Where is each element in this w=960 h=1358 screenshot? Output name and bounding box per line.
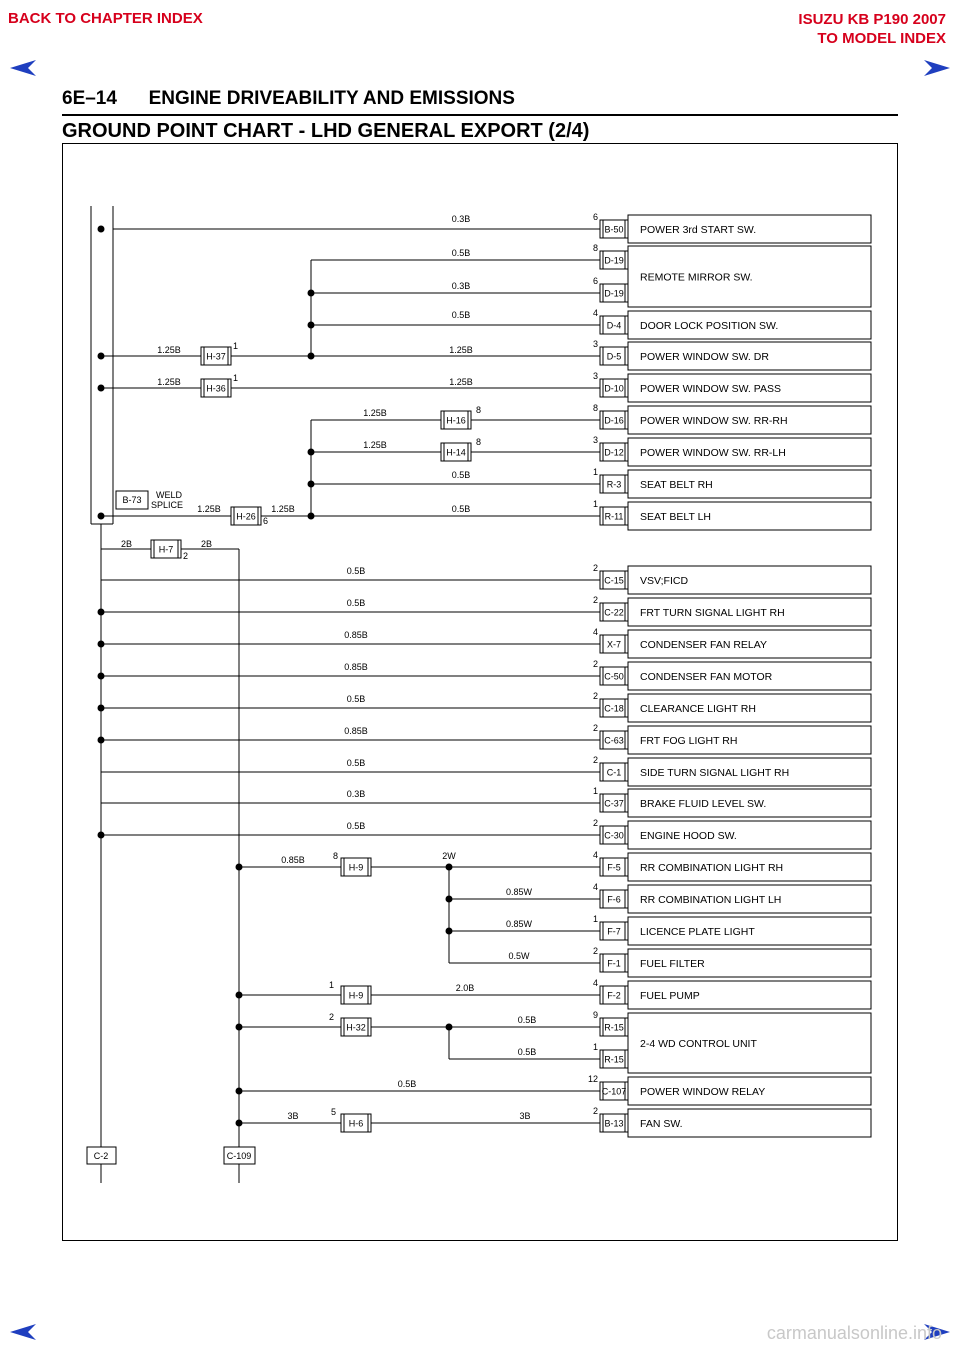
pin-number: 2 [592,1106,598,1116]
connector-label: R-3 [606,479,622,490]
pin-number: 8 [333,851,339,861]
connector-label: H-14 [446,447,466,458]
connector-label: H-6 [348,1118,364,1129]
wiring-diagram [63,144,899,1242]
connector-label: C-107 [601,1086,627,1097]
watermark: carmanualsonline.info [766,1323,942,1343]
wire-label: 0.5B [451,310,471,320]
pin-number: 4 [592,978,598,988]
prev-page-arrow-bottom-icon[interactable] [8,1322,38,1342]
connector-label: C-30 [604,830,624,841]
model-name: ISUZU KB P190 2007 [798,11,946,28]
wire-label: 0.5B [451,504,471,514]
connector-label: F-2 [607,990,621,1001]
wiring-diagram-frame [62,143,898,1241]
component-label: POWER WINDOW RELAY [640,1086,766,1098]
splice-dot [98,737,105,744]
back-to-chapter-link[interactable]: BACK TO CHAPTER INDEX [8,10,203,27]
component-label: FRT TURN SIGNAL LIGHT RH [640,607,785,619]
component-label: CONDENSER FAN RELAY [640,639,767,651]
wire-label: 2B [121,539,133,549]
wire-label: 1.25B [449,377,473,387]
pin-number: 9 [592,1010,598,1020]
splice-dot [446,864,453,871]
pin-number: 2 [592,755,598,765]
pin-number: 1 [592,499,598,509]
pin-number: 2 [592,818,598,828]
page-title: 6E–14 ENGINE DRIVEABILITY AND EMISSIONS [62,88,515,109]
pin-number: 1 [233,341,239,351]
splice-dot [308,290,315,297]
pin-number: 8 [476,437,482,447]
wire-label: 1.25B [157,377,181,387]
wire-label: 0.85B [344,726,368,736]
connector-label: C-109 [226,1151,252,1161]
connector-label: H-36 [206,383,226,394]
splice-dot [98,226,105,233]
pin-number: 2 [592,595,598,605]
splice-dot [308,322,315,329]
pin-number: 2 [183,551,189,561]
splice-dot [236,1120,243,1127]
connector-label: X-7 [606,639,622,650]
component-label: RR COMBINATION LIGHT LH [640,894,782,906]
wire-label: 2W [442,851,456,861]
pin-number: 8 [476,405,482,415]
connector-label: D-4 [606,320,622,331]
wire-label: 3B [519,1111,531,1121]
wire-label: 0.5B [346,821,366,831]
splice-dot [98,641,105,648]
wire-label: 0.5B [517,1015,537,1025]
connector-label: B-13 [604,1118,624,1129]
splice-dot [98,609,105,616]
pin-number: 6 [263,516,269,526]
connector-label: R-15 [604,1022,624,1033]
pin-number: 6 [592,212,598,222]
pin-number: 12 [587,1074,598,1084]
wire-label: 0.5B [517,1047,537,1057]
splice-dot [236,1088,243,1095]
pin-number: 4 [592,308,598,318]
splice-dot [308,513,315,520]
wire-label: 0.5B [346,758,366,768]
connector-label: C-22 [604,607,624,618]
model-index-link[interactable] [798,10,946,48]
connector-label: C-18 [604,703,624,714]
component-label: SEAT BELT LH [640,511,712,523]
component-label: BRAKE FLUID LEVEL SW. [640,798,767,810]
splice-dot [308,449,315,456]
connector-label: H-7 [158,544,174,555]
wire-label: 1.25B [363,408,387,418]
splice-label: WELD [155,490,183,500]
wire-label: 1.25B [363,440,387,450]
pin-number: 8 [592,403,598,413]
connector-label: C-1 [606,767,622,778]
connector-label: H-37 [206,351,226,362]
wire-label: 1.25B [271,504,295,514]
connector-label: F-1 [607,958,621,969]
connector-label: R-15 [604,1054,624,1065]
pin-number: 1 [592,1042,598,1052]
pin-number: 1 [592,786,598,796]
wire-label: 0.5B [346,566,366,576]
component-label: REMOTE MIRROR SW. [640,271,753,284]
splice-dot [98,705,105,712]
splice-dot [98,832,105,839]
model-index-label: TO MODEL INDEX [817,30,946,47]
pin-number: 4 [592,850,598,860]
pin-number: 3 [592,435,598,445]
pin-number: 1 [592,914,598,924]
connector-label: C-37 [604,798,624,809]
prev-page-arrow-icon[interactable] [8,58,38,78]
connector-label: B-73 [122,495,142,505]
wire-label: 0.5B [451,248,471,258]
pin-number: 2 [592,563,598,573]
component-label: FUEL FILTER [640,958,705,970]
wire-label: 2B [201,539,213,549]
connector-label: H-16 [446,415,466,426]
splice-dot [98,385,105,392]
component-label: RR COMBINATION LIGHT RH [640,862,784,874]
pin-number: 2 [592,946,598,956]
pin-number: 5 [331,1107,337,1117]
wire-label: 0.5B [346,598,366,608]
wire-label: 1.25B [157,345,181,355]
connector-label: R-11 [604,511,624,522]
wire-label: 0.85B [344,662,368,672]
component-label: CONDENSER FAN MOTOR [640,671,773,683]
next-page-arrow-icon[interactable] [922,58,952,78]
wire-label: 0.3B [346,789,366,799]
connector-label: C-15 [604,575,624,586]
component-label: VSV;FICD [640,575,689,587]
pin-number: 1 [233,373,239,383]
pin-number: 3 [592,339,598,349]
pin-number: 2 [592,691,598,701]
connector-label: D-19 [604,288,624,299]
component-label: SIDE TURN SIGNAL LIGHT RH [640,767,790,779]
pin-number: 2 [329,1012,335,1022]
component-label: FUEL PUMP [640,990,700,1002]
component-label: POWER WINDOW SW. RR-LH [640,447,786,459]
component-label: CLEARANCE LIGHT RH [640,703,756,715]
pin-number: 4 [592,627,598,637]
pin-number: 4 [592,882,598,892]
wire-label: 0.85W [505,919,533,929]
splice-label: SPLICE [150,500,184,510]
wire-label: 2.0B [455,983,475,993]
component-label: POWER WINDOW SW. PASS [640,383,781,395]
connector-label: H-26 [236,511,256,522]
wire-label: 0.85B [344,630,368,640]
connector-label: D-12 [604,447,624,458]
splice-dot [236,864,243,871]
wire-label: 0.3B [451,281,471,291]
splice-dot [236,1024,243,1031]
connector-label: D-19 [604,255,624,266]
connector-label: C-50 [604,671,624,682]
splice-dot [98,673,105,680]
connector-label: D-5 [606,351,622,362]
component-label: POWER WINDOW SW. DR [640,351,769,363]
component-label: DOOR LOCK POSITION SW. [640,320,779,332]
connector-label: B-50 [604,224,624,235]
splice-dot [98,353,105,360]
pin-number: 8 [592,243,598,253]
splice-dot [98,513,105,520]
wire-label: 0.85W [505,887,533,897]
connector-label: D-16 [604,415,624,426]
pin-number: 2 [592,659,598,669]
connector-label: F-6 [607,894,621,905]
header-divider [62,114,898,116]
pin-number: 3 [592,371,598,381]
connector-label: D-10 [604,383,624,394]
wire-label: 1.25B [449,345,473,355]
wire-label: 3B [287,1111,299,1121]
pin-number: 1 [329,980,335,990]
connector-label: C-2 [93,1151,109,1161]
component-label: POWER 3rd START SW. [640,224,757,236]
component-label: 2-4 WD CONTROL UNIT [640,1038,757,1050]
component-label: LICENCE PLATE LIGHT [640,926,755,938]
chart-title: GROUND POINT CHART - LHD GENERAL EXPORT (2/4) [62,120,590,142]
pin-number: 2 [592,723,598,733]
connector-label: H-32 [346,1022,366,1033]
wire-label: 0.5B [451,470,471,480]
wire-label: 0.5B [397,1079,417,1089]
connector-label: F-7 [607,926,621,937]
component-label: FAN SW. [640,1118,683,1130]
wire-label: 0.3B [451,214,471,224]
connector-label: H-9 [348,990,364,1001]
component-label: FRT FOG LIGHT RH [640,735,738,747]
splice-dot [236,992,243,999]
connector-label: C-63 [604,735,624,746]
wire-label: 1.25B [197,504,221,514]
wire-label: 0.5B [346,694,366,704]
pin-number: 6 [592,276,598,286]
component-label: SEAT BELT RH [640,479,713,491]
connector-label: H-9 [348,862,364,873]
component-label: ENGINE HOOD SW. [640,830,737,842]
wire-label: 0.85B [281,855,305,865]
connector-label: F-5 [607,862,621,873]
wire-label: 0.5W [508,951,530,961]
pin-number: 1 [592,467,598,477]
component-label: POWER WINDOW SW. RR-RH [640,415,788,427]
